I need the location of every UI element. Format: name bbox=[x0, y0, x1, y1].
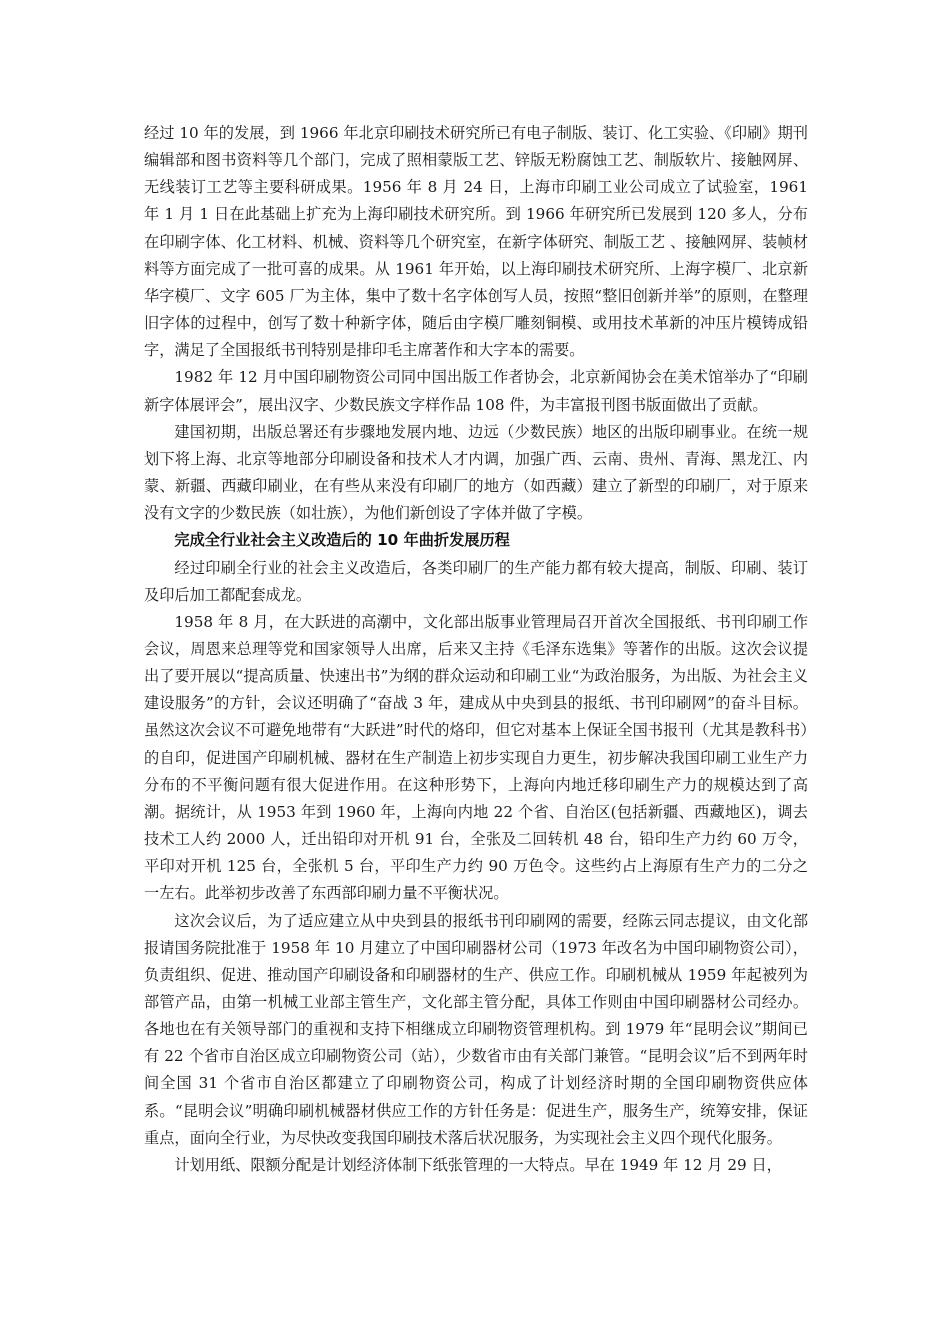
paragraph-3: 建国初期，出版总署还有步骤地发展内地、边远（少数民族）地区的出版印刷事业。在统一规划下将上海、北京等地部分印刷设备和技术人才内调，加强广西、云南、贵州、青海、黑龙江、内蒙、新疆、西藏印刷业，在有些从来没有印刷厂的地方（如西藏）建立了新型的印刷厂，对于原来没有文字的少数民族（如壮族），为他们新创设了字体并做了字模。 bbox=[144, 422, 808, 523]
section-heading: 完成全行业社会主义改造后的 10 年曲折发展历程 bbox=[174, 531, 510, 550]
paragraph-1: 经过 10 年的发展，到 1966 年北京印刷技术研究所已有电子制版、装订、化工实验、《印刷》期刊编辑部和图书资料等几个部门，完成了照相蒙版工艺、锌版无粉腐蚀工艺、制版软片、接触网屏、无线装订工艺等主要科研成果。1956 年 8 月 24 日，上海市印刷工业公司成立了试验室，1961 年 1 月 1 日在此基础上扩充为上海印刷技术研究所。到 1966 年研究所已发展到 120 多人，分布在印刷字体、化工材料、机械、资料等几个研究室，在新字体研究、制版工艺 、接触网屏、装帧材料等方面完成了一批可喜的成果。从 1961 年开始，以上海印刷技术研究所、上海字模厂、北京新华字模厂、文字 605 厂为主体，集中了数十名字体创写人员，按照“整旧创新并举”的原则，在整理旧字体的过程中，创写了数十种新字体，随后由字模厂雕刻铜模、或用技术革新的冲压片模铸成铅字，满足了全国报纸书刊特别是排印毛主席著作和大字本的需要。 bbox=[144, 124, 813, 360]
paragraph-6: 这次会议后，为了适应建立从中央到县的报纸书刊印刷网的需要，经陈云同志提议，由文化部报请国务院批准于 1958 年 10 月建立了中国印刷器材公司（1973 年改名为中国印刷物资公司），负责组织、促进、推动国产印刷设备和印刷器材的生产、供应工作。印刷机械从 1959 年起被列为部管产品，由第一机械工业部主管生产，文化部主管分配，具体工作则由中国印刷器材公司经办。各地也在有关领导部门的重视和支持下相继成立印刷物资管理机构。到 1979 年“昆明会议”期间已有 22 个省市自治区成立印刷物资公司（站），少数省市由有关部门兼管。“昆明会议”后不到两年时间全国 31 个省市自治区都建立了印刷物资公司，构成了计划经济时期的全国印刷物资供应体系。“昆明会议”明确印刷机械器材供应工作的方针任务是：促进生产，服务生产，统筹安排，保证重点，面向全行业，为尽快改变我国印刷技术落后状况服务，为实现社会主义四个现代化服务。 bbox=[144, 911, 808, 1147]
paragraph-4: 经过印刷全行业的社会主义改造后，各类印刷厂的生产能力都有较大提高，制版、印刷、装订及印后加工都配套成龙。 bbox=[144, 558, 808, 604]
paragraph-2: 1982 年 12 月中国印刷物资公司同中国出版工作者协会，北京新闻协会在美术馆举办了“印刷新字体展评会”，展出汉字、少数民族文字样作品 108 件，为丰富报刊图书版面做出了贡献。 bbox=[144, 368, 808, 414]
paragraph-7: 计划用纸、限额分配是计划经济体制下纸张管理的一大特点。早在 1949 年 12 月 29 日， bbox=[174, 1155, 782, 1174]
document-page bbox=[144, 120, 813, 1179]
paragraph-5: 1958 年 8 月，在大跃进的高潮中，文化部出版事业管理局召开首次全国报纸、书刊印刷工作会议，周恩来总理等党和国家领导人出席，后来又主持《毛泽东选集》等著作的出版。这次会议提出了要开展以“提高质量、快速出书”为纲的群众运动和印刷工业“为政治服务，为出版、为社会主义建设服务”的方针，会议还明确了“奋战 3 年，建成从中央到县的报纸、书刊印刷网”的奋斗目标。虽然这次会议不可避免地带有“大跃进”时代的烙印，但它对基本上保证全国书报刊（尤其是教科书）的自印，促进国产印刷机械、器材在生产制造上初步实现自力更生，初步解决我国印刷工业生产力分布的不平衡问题有很大促进作用。在这种形势下，上海向内地迁移印刷生产力的规模达到了高潮。据统计，从 1953 年到 1960 年，上海向内地 22 个省、自治区(包括新疆、西藏地区)，调去技术工人约 2000 人，迁出铅印对开机 91 台，全张及二回转机 48 台，铅印生产力约 60 万令，平印对开机 125 台，全张机 5 台，平印生产力约 90 万色令。这些约占上海原有生产力的二分之一左右。此举初步改善了东西部印刷力量不平衡状况。 bbox=[144, 612, 808, 903]
